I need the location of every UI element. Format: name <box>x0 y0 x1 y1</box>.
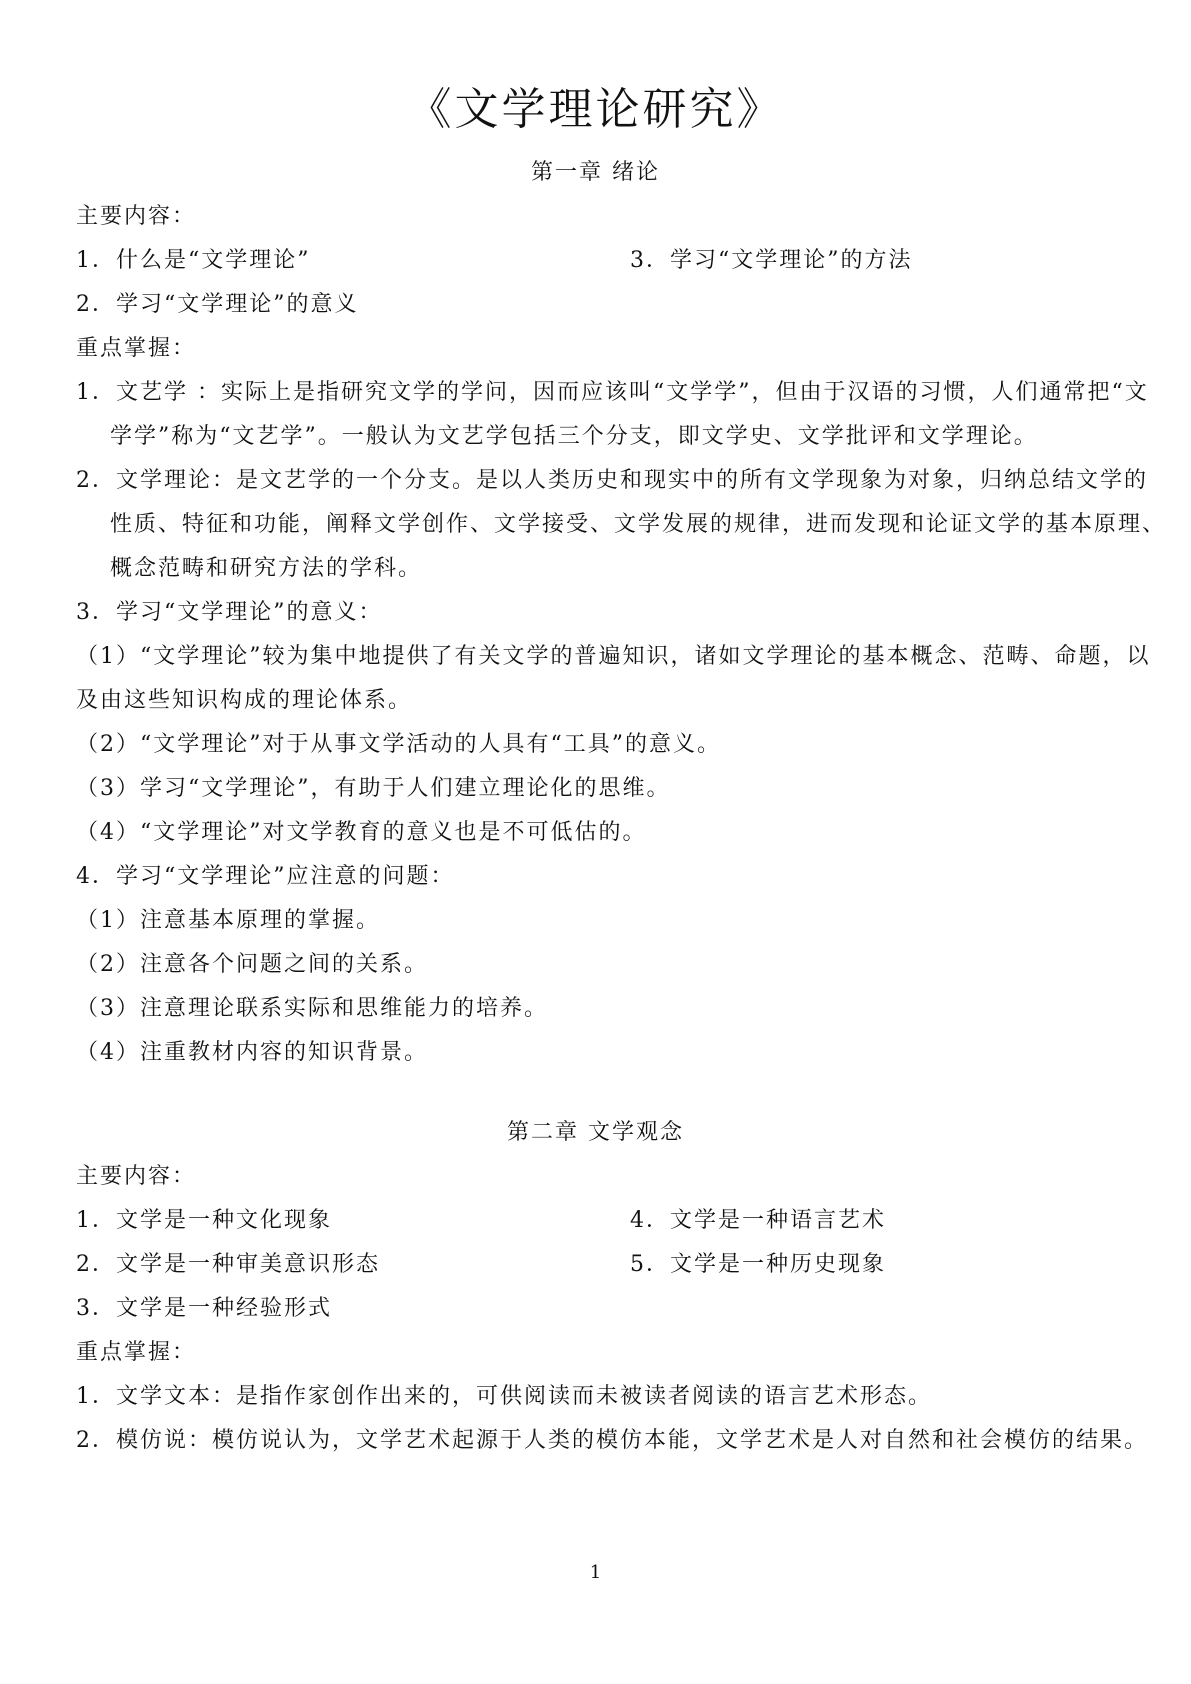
ch1-key-point-text <box>76 466 1149 496</box>
ch2-content-item: 3．文学是一种经验形式 <box>76 1296 332 1321</box>
ch2-content-item: 2．文学是一种审美意识形态 <box>76 1252 380 1277</box>
ch1-paragraph-line: （4）“文学理论”对文学教育的意义也是不可低估的。 <box>76 820 647 845</box>
ch2-content-item: 4．文学是一种语言艺术 <box>630 1208 886 1233</box>
ch1-paragraph-line: 概念范畴和研究方法的学科。 <box>110 556 423 581</box>
document-title: 《文学理论研究》 <box>407 84 784 135</box>
ch2-paragraph-line: 1．文学文本：是指作家创作出来的，可供阅读而未被读者阅读的语言艺术形态。 <box>76 1384 932 1409</box>
ch2-paragraph-line: 2．模仿说：模仿说认为，文学艺术起源于人类的模仿本能，文学艺术是人对自然和社会模仿的结果。 <box>76 1428 1149 1453</box>
ch1-main-content-label: 主要内容： <box>76 204 197 229</box>
ch1-content-item: 1．什么是“文学理论” <box>76 248 311 273</box>
ch1-content-item: 2．学习“文学理论”的意义 <box>76 292 359 317</box>
ch1-paragraph-line: 1．文艺学 ：实际上是指研究文学的学问，因而应该叫“文学学”，但由于汉语的习惯，人们通常把“文 <box>76 380 1149 405</box>
ch2-content-item: 5．文学是一种历史现象 <box>630 1252 886 1277</box>
ch2-content-item: 1．文学是一种文化现象 <box>76 1208 332 1233</box>
ch1-paragraph-line: （4）注重教材内容的知识背景。 <box>76 1040 428 1065</box>
ch1-key-points-label: 重点掌握： <box>76 336 197 361</box>
ch2-main-content-label: 主要内容： <box>76 1164 197 1189</box>
ch1-paragraph-line: 2．文学理论：是文艺学的一个分支。是以人类历史和现实中的所有文学现象为对象，归纳总结文学的 <box>76 468 1149 493</box>
ch1-key-point-text <box>76 642 1151 672</box>
ch1-key-point-text <box>76 378 1149 408</box>
ch1-key-point-text <box>110 510 1167 540</box>
chapter-1-heading: 第一章 绪论 <box>531 160 660 185</box>
ch1-paragraph-line: 性质、特征和功能，阐释文学创作、文学接受、文学发展的规律，进而发现和论证文学的基本原理、 <box>110 512 1167 537</box>
ch1-paragraph-line: （2）注意各个问题之间的关系。 <box>76 952 428 977</box>
page-number: 1 <box>589 1562 602 1583</box>
ch1-paragraph-line: 4．学习“文学理论”应注意的问题： <box>76 864 455 889</box>
ch1-paragraph-line: （1）“文学理论”较为集中地提供了有关文学的普遍知识，诸如文学理论的基本概念、范畴、命题，以 <box>76 644 1151 669</box>
chapter-2-heading: 第二章 文学观念 <box>507 1120 684 1145</box>
ch1-paragraph-line: （3）注意理论联系实际和思维能力的培养。 <box>76 996 548 1021</box>
ch1-paragraph-line: 及由这些知识构成的理论体系。 <box>76 688 413 713</box>
ch1-paragraph-line: （3）学习“文学理论”，有助于人们建立理论化的思维。 <box>76 776 671 801</box>
ch2-key-point-text <box>76 1426 1149 1456</box>
ch1-paragraph-line: 学学”称为“文艺学”。一般认为文艺学包括三个分支，即文学史、文学批评和文学理论。 <box>110 424 1038 449</box>
ch1-paragraph-line: （1）注意基本原理的掌握。 <box>76 908 380 933</box>
ch1-content-item: 3．学习“文学理论”的方法 <box>630 248 913 273</box>
ch1-paragraph-line: 3．学习“文学理论”的意义： <box>76 600 383 625</box>
ch1-paragraph-line: （2）“文学理论”对于从事文学活动的人具有“工具”的意义。 <box>76 732 721 757</box>
ch2-key-points-label: 重点掌握： <box>76 1340 197 1365</box>
